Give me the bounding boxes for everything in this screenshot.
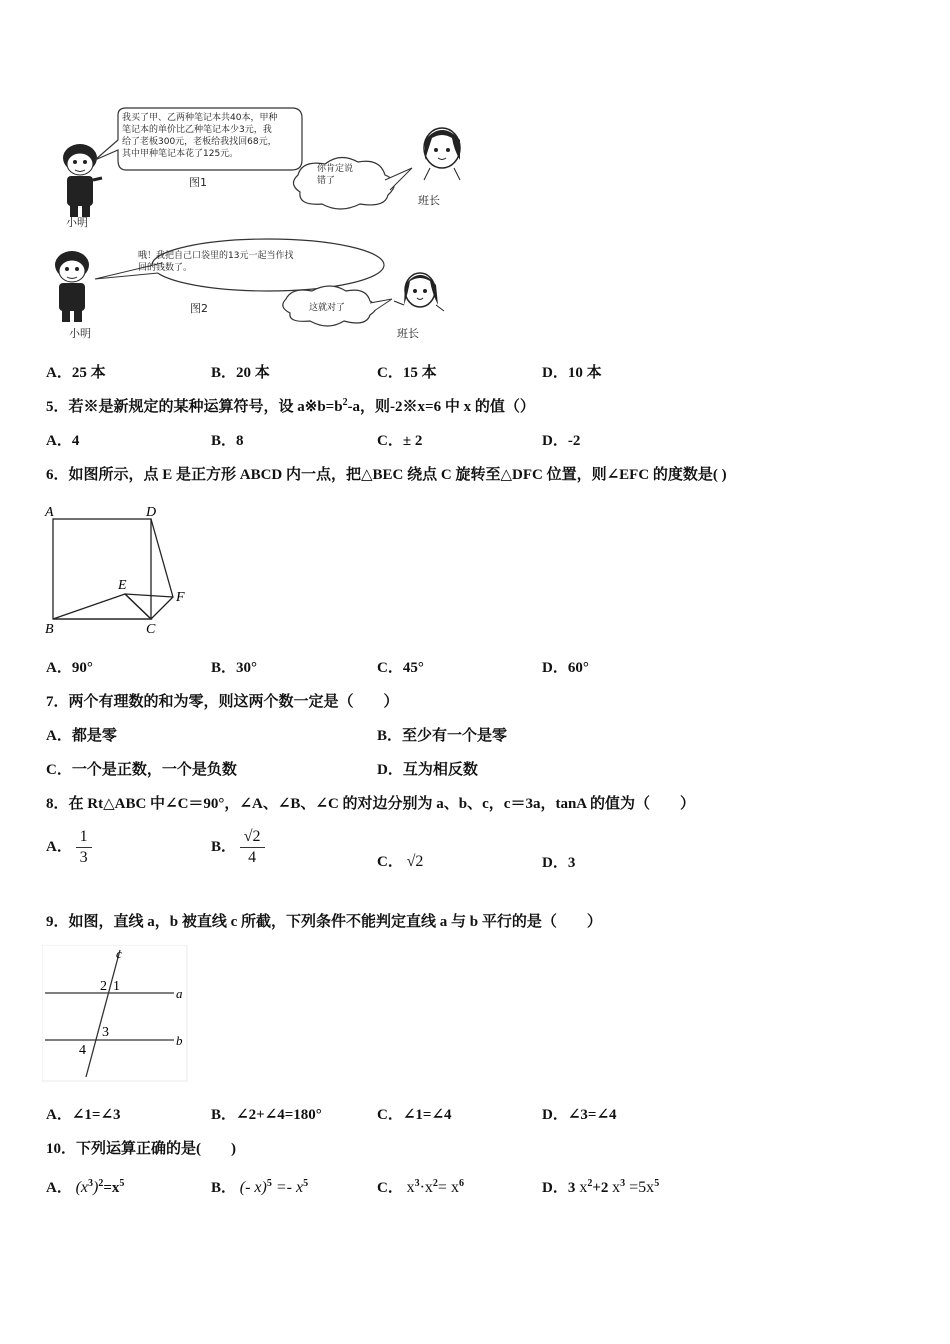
option-d: D．-2 [542,433,581,449]
denominator: 4 [248,849,257,866]
option-letter: D．3 [542,1180,576,1196]
reply-line: 你肯定说 [317,164,354,174]
option-letter: B． [211,838,237,855]
reply-line: 错了 [317,176,336,186]
girl-figure-icon [424,128,460,180]
option-d: D．60° [542,660,589,676]
figure-caption: 图2 [190,302,208,315]
expr: x [612,1179,621,1196]
line-label: b [176,1033,183,1048]
comic-1-speech [122,112,277,160]
option-c [377,1176,464,1197]
comic-2-reply: 这就对了 [309,303,346,313]
option-b: B．8 [211,433,244,449]
point-label: E [118,578,127,593]
option-c: C．± 2 [377,433,423,449]
denominator: 3 [79,849,88,866]
option-d: D．3 [542,855,576,871]
option-c [377,850,423,871]
option-b: B．30° [211,660,258,676]
expr: (x [75,1179,89,1196]
boy-figure-icon [63,144,102,217]
option-d [542,1176,659,1197]
option-b: B．∠2+∠4=180° [211,1107,322,1123]
expr: +2 [592,1180,613,1196]
question-stem [46,395,535,416]
speech-line: 哦！我把自己口袋里的13元一起当作找 [138,251,294,261]
option-b: B．20 本 [211,365,270,381]
sqrt-two: √2 [406,853,424,870]
option-d: D．∠3=∠4 [542,1107,617,1123]
option-b [211,828,265,867]
comic-1-reply [317,163,353,187]
option-a: A．都是零 [46,728,117,744]
parallel-lines-figure [42,945,192,1085]
exp: 5 [119,1178,125,1189]
speech-line: 笔记本的单价比乙种笔记本少3元，我 [122,125,272,135]
point-label: B [45,622,54,637]
speech-line: 我买了甲、乙两种笔记本共40本，甲种 [122,113,278,123]
stem-part: -a，则-2※x=6 中 x 的值（） [347,399,535,415]
line-label: c [116,946,122,961]
option-c: C．45° [377,660,424,676]
option-letter: B． [211,1180,237,1196]
question-stem: 8．在 Rt△ABC 中∠C＝90°，∠A、∠B、∠C 的对边分别为 a、b、c，c＝3a，tanA 的值为（ ） [46,796,696,812]
expr: x [406,1179,415,1196]
option-a: A．25 本 [46,365,106,381]
line-label: a [176,986,183,1001]
boy-figure-icon [55,251,89,322]
exp: 2 [432,1178,438,1189]
exp: 5 [266,1178,272,1189]
option-c: C．一个是正数，一个是负数 [46,762,237,778]
stem-part: 5．若※是新规定的某种运算符号，设 a※b=b [46,399,343,415]
option-letter: C． [377,1180,403,1196]
exp: 6 [458,1178,464,1189]
expr: x [575,1179,588,1196]
exp: 3 [88,1178,94,1189]
option-c: C．15 本 [377,365,437,381]
option-a: A．90° [46,660,93,676]
point-label: F [176,590,185,605]
boy-name-label: 小明 [66,216,88,229]
option-letter: A． [46,1180,72,1196]
speech-line: 给了老板300元，老板给我找回68元， [122,137,277,147]
fraction-sqrt2-over-4 [240,828,265,867]
speech-line: 其中甲种笔记本花了125元。 [122,149,239,159]
expr: (- x) [239,1179,267,1196]
angle-label: 4 [79,1043,86,1058]
question-stem: 9．如图，直线 a，b 被直线 c 所截，下列条件不能判定直线 a 与 b 平行的是（ ） [46,914,602,930]
exp: 3 [414,1178,420,1189]
numerator: √2 [240,828,265,848]
angle-label: 2 [100,979,107,994]
option-b [211,1176,308,1197]
expr: =5x [625,1179,655,1196]
expr: ·x [419,1179,433,1196]
point-label: D [146,505,157,520]
numerator: 1 [76,828,92,848]
girl-name-label: 班长 [397,327,419,340]
girl-name-label: 班长 [418,194,440,207]
question-stem: 10．下列运算正确的是( ) [46,1141,236,1157]
option-b: B．至少有一个是零 [377,728,508,744]
girl-figure-icon [394,273,444,311]
exp: 2 [98,1178,104,1189]
option-d: D．10 本 [542,365,602,381]
stem-superscript: 2 [342,397,348,408]
option-c: C．∠1=∠4 [377,1107,452,1123]
question-stem: 7．两个有理数的和为零，则这两个数一定是（ ） [46,694,399,710]
option-a [46,828,92,867]
expr: ) [93,1179,99,1196]
square-figure [40,500,200,640]
option-a [46,1176,124,1197]
exp: 3 [620,1178,626,1189]
fraction-one-third [76,828,92,867]
comic-2-speech [138,250,293,274]
option-a: A．4 [46,433,80,449]
exp: 2 [587,1178,593,1189]
expr: =x [103,1180,120,1196]
point-label: C [146,622,156,637]
expr: = x [437,1179,459,1196]
option-letter: A． [46,838,72,855]
angle-label: 3 [102,1025,109,1040]
option-letter: C． [377,854,403,870]
option-a: A．∠1=∠3 [46,1107,121,1123]
point-label: A [45,505,54,520]
angle-label: 1 [113,979,120,994]
question-stem: 6．如图所示，点 E 是正方形 ABCD 内一点，把△BEC 绕点 C 旋转至△DFC 位置，则∠EFC 的度数是( ) [46,467,727,483]
option-d: D．互为相反数 [377,762,478,778]
exp: 5 [654,1178,660,1189]
figure-caption: 图1 [189,176,207,189]
expr: =- x [271,1179,304,1196]
boy-name-label: 小明 [69,327,91,340]
exp: 5 [303,1178,309,1189]
speech-line: 回的钱数了。 [138,263,193,273]
